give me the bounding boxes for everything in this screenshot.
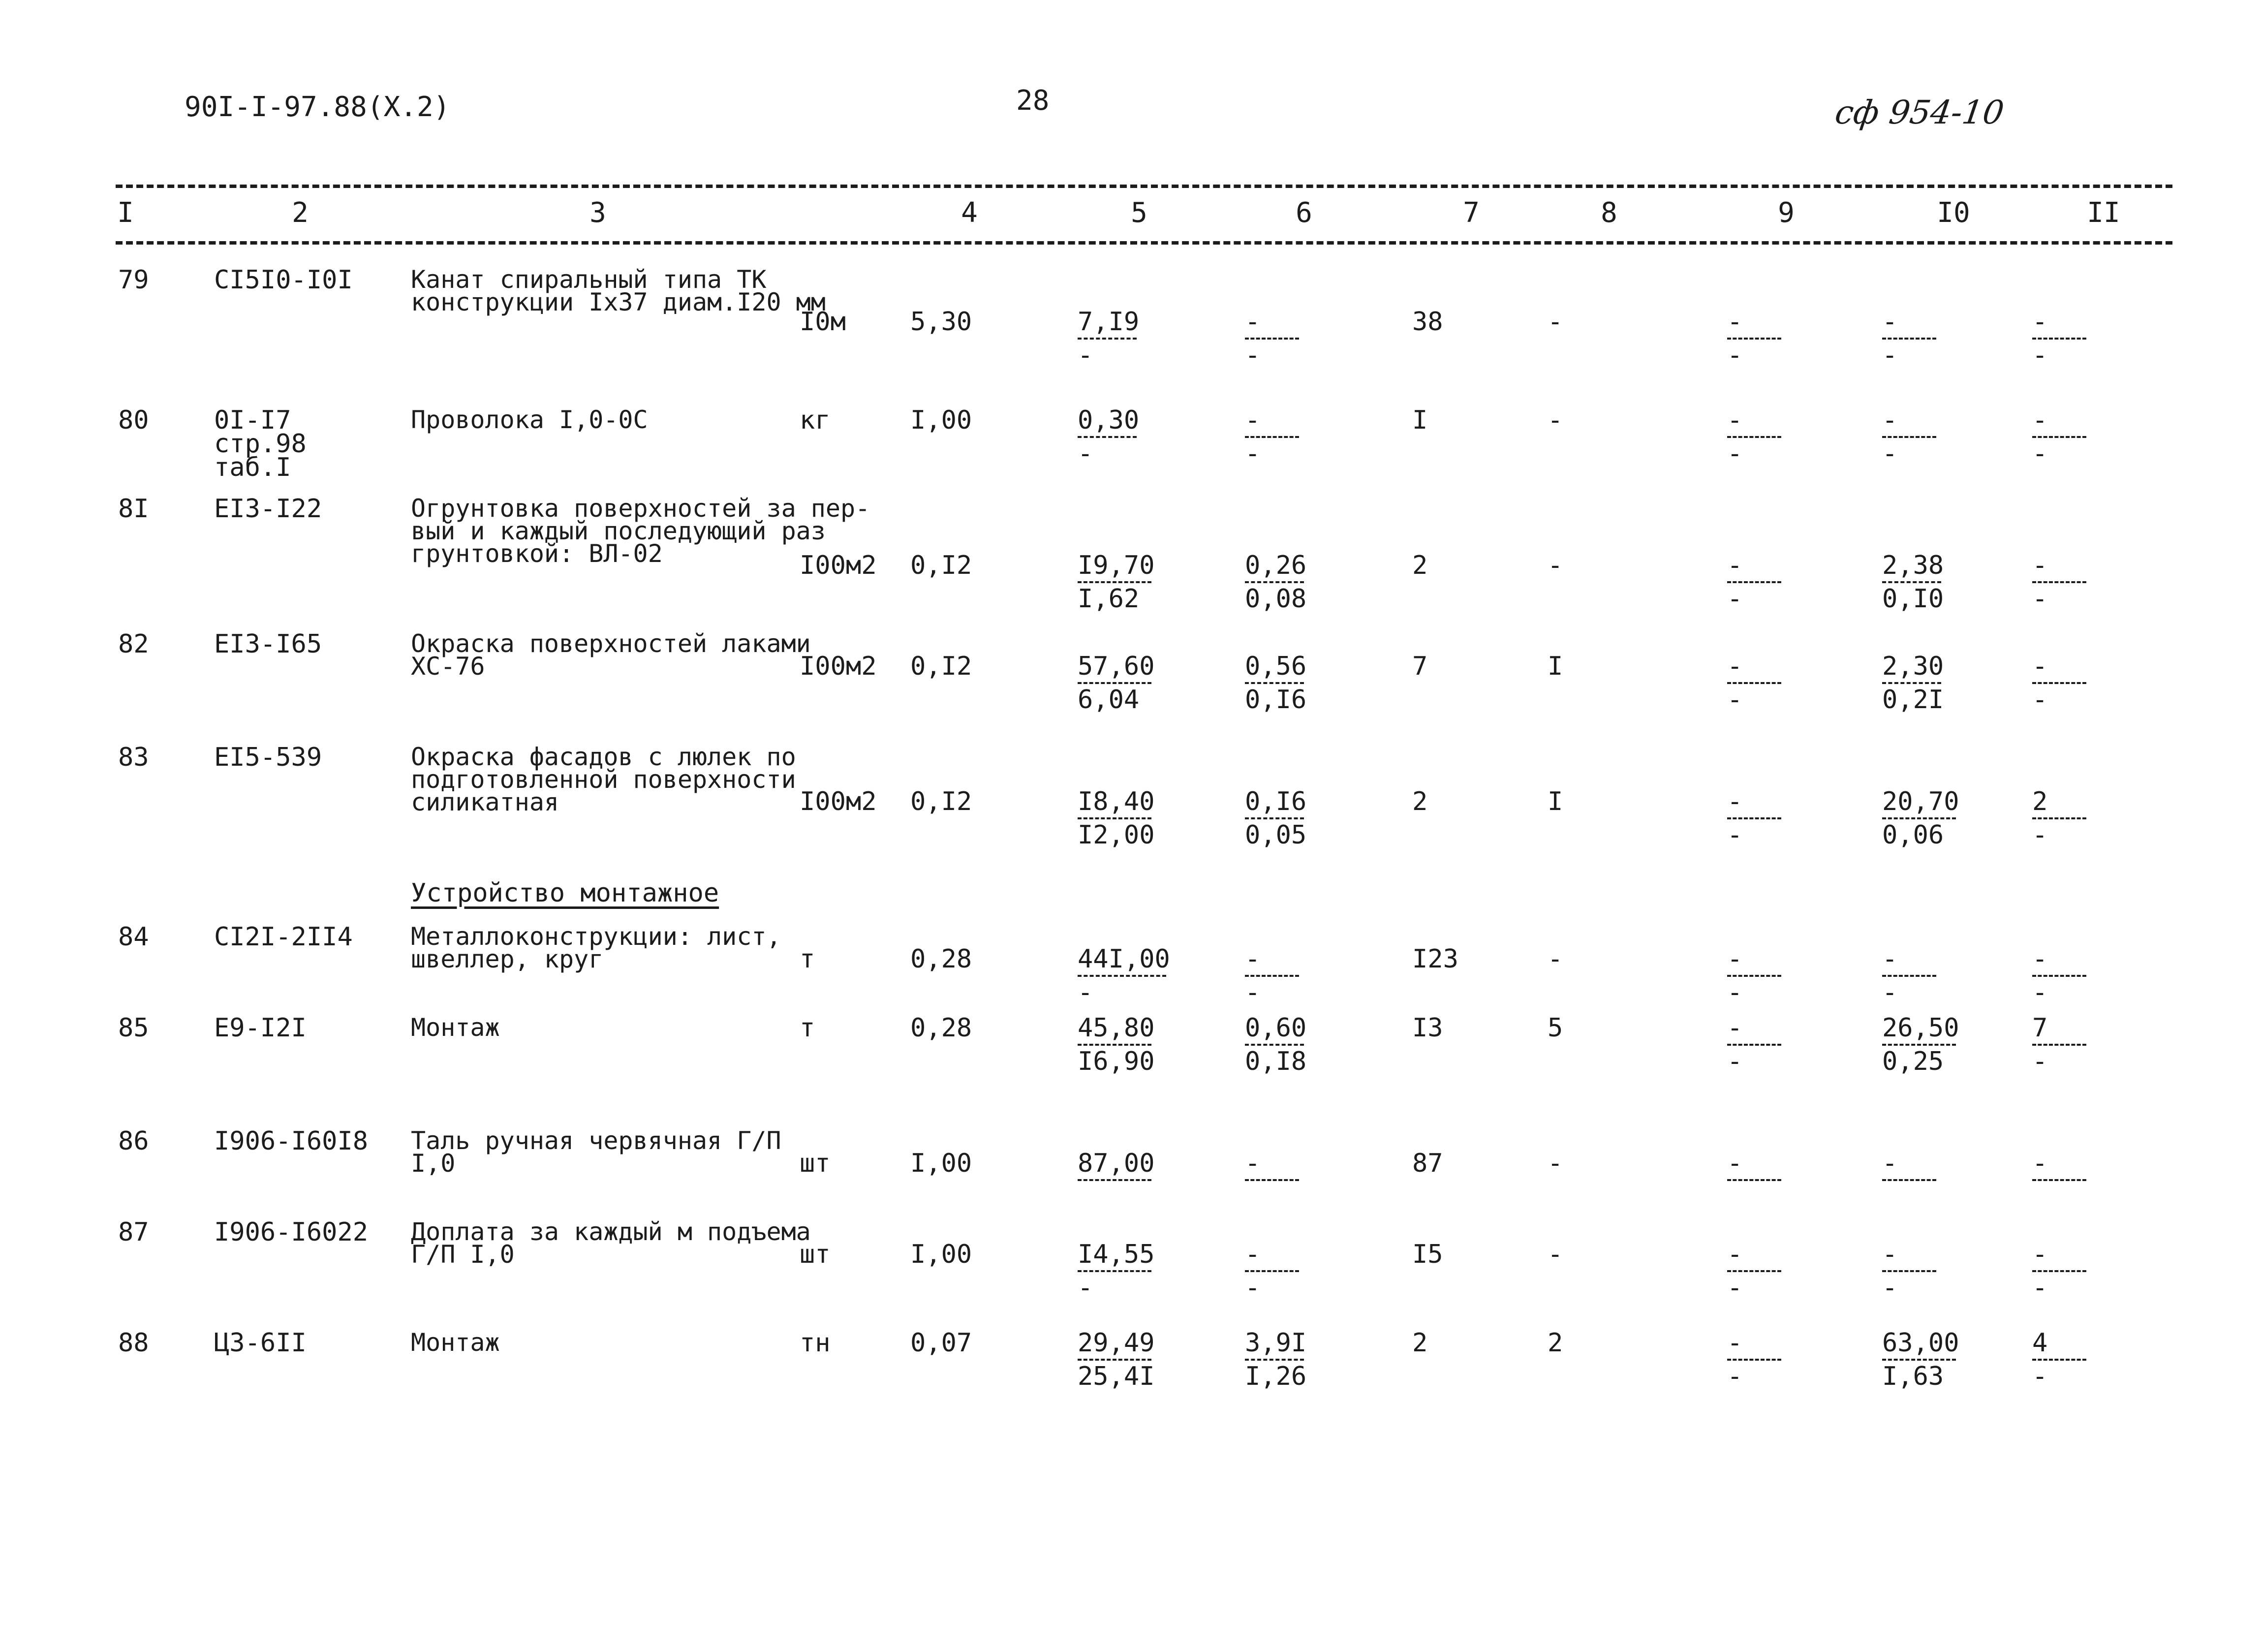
col7-value: I23 xyxy=(1412,944,1458,974)
row-unit: шт xyxy=(800,1240,831,1269)
row-code: CI2I-2II4 xyxy=(214,922,353,952)
col9-value xyxy=(1727,1328,1781,1391)
col11-value-fraction-bar xyxy=(2032,682,2086,684)
row-quantity: 0,07 xyxy=(910,1328,972,1358)
col11-value xyxy=(2032,307,2086,370)
row-description-line: подготовленной поверхности xyxy=(411,765,796,794)
col9-value-numerator: - xyxy=(1727,652,1743,681)
col5-direct-cost-fraction-bar xyxy=(1078,1359,1151,1361)
row-number: 86 xyxy=(118,1126,149,1156)
col11-value xyxy=(2032,787,2086,850)
col5-direct-cost-denominator: 6,04 xyxy=(1078,685,1140,715)
col11-value xyxy=(2032,1328,2086,1391)
row-unit: I00м2 xyxy=(800,652,877,681)
col9-value-denominator: - xyxy=(1727,439,1743,468)
col8-value: 2 xyxy=(1548,1328,1563,1358)
col11-value xyxy=(2032,1240,2086,1303)
column-number: 3 xyxy=(589,197,606,229)
col9-value-fraction-bar xyxy=(1727,1044,1781,1046)
col7-value: 2 xyxy=(1412,551,1428,580)
row-unit: тн xyxy=(800,1328,831,1358)
col9-value-numerator: - xyxy=(1727,1013,1743,1043)
header-top-rule xyxy=(116,185,2172,188)
col8-value: - xyxy=(1548,307,1563,337)
col10-value xyxy=(1882,1013,1959,1076)
col10-value-denominator: - xyxy=(1882,978,1898,1007)
row-number: 83 xyxy=(118,743,149,772)
row-quantity: I,00 xyxy=(910,1149,972,1178)
col11-value-fraction-bar xyxy=(2032,1179,2086,1181)
row-code: E9-I2I xyxy=(214,1013,307,1043)
col5-direct-cost-numerator: 0,30 xyxy=(1078,405,1140,435)
col5-direct-cost-numerator: 87,00 xyxy=(1078,1149,1155,1178)
col9-value xyxy=(1727,787,1781,850)
col9-value-denominator: - xyxy=(1727,1362,1743,1391)
col10-value xyxy=(1882,307,1936,370)
col9-value xyxy=(1727,1240,1781,1303)
col10-value-numerator: 2,38 xyxy=(1882,551,1944,580)
col11-value-fraction-bar xyxy=(2032,1359,2086,1361)
row-code: EI3-I65 xyxy=(214,629,322,659)
document-code: 90I-I-97.88(X.2) xyxy=(185,91,450,123)
col11-value-denominator: - xyxy=(2032,1273,2048,1303)
col11-value xyxy=(2032,1013,2086,1076)
col7-value: I5 xyxy=(1412,1240,1443,1269)
col10-value-fraction-bar xyxy=(1882,1179,1936,1181)
column-number: 6 xyxy=(1296,197,1312,229)
column-number: II xyxy=(2087,197,2120,229)
col11-value-numerator: - xyxy=(2032,405,2048,435)
row-quantity: 0,I2 xyxy=(910,787,972,816)
col10-value-fraction-bar xyxy=(1882,817,1956,819)
col10-value-numerator: - xyxy=(1882,944,1898,974)
column-number: 7 xyxy=(1463,197,1480,229)
col9-value xyxy=(1727,1013,1781,1076)
col11-value-fraction-bar xyxy=(2032,975,2086,977)
col5-direct-cost-denominator: I,62 xyxy=(1078,584,1140,614)
row-quantity: 0,I2 xyxy=(910,551,972,580)
col6-machine-cost-numerator: 0,I6 xyxy=(1245,787,1307,816)
col9-value xyxy=(1727,551,1781,614)
col5-direct-cost-fraction-bar xyxy=(1078,682,1151,684)
row-number: 8I xyxy=(118,494,149,524)
col11-value xyxy=(2032,551,2086,614)
col8-value: I xyxy=(1548,787,1563,816)
row-unit: I00м2 xyxy=(800,787,877,816)
row-description-line: Монтаж xyxy=(411,1013,500,1042)
col9-value-fraction-bar xyxy=(1727,682,1781,684)
col9-value-numerator: - xyxy=(1727,944,1743,974)
col8-value: - xyxy=(1548,551,1563,580)
col6-machine-cost xyxy=(1245,787,1307,850)
row-number: 79 xyxy=(118,265,149,295)
col6-machine-cost xyxy=(1245,1240,1299,1303)
col11-value-denominator: - xyxy=(2032,820,2048,850)
col10-value xyxy=(1882,944,1936,1007)
col10-value-denominator: - xyxy=(1882,1273,1898,1303)
col7-value: 38 xyxy=(1412,307,1443,337)
col9-value-fraction-bar xyxy=(1727,436,1781,438)
column-number: 5 xyxy=(1131,197,1147,229)
col9-value-fraction-bar xyxy=(1727,1270,1781,1272)
page-number: 28 xyxy=(1016,85,1050,117)
row-description-line: Проволока I,0-0С xyxy=(411,405,648,434)
col11-value xyxy=(2032,405,2086,468)
col10-value-denominator: 0,06 xyxy=(1882,820,1944,850)
col9-value xyxy=(1727,307,1781,370)
col9-value-denominator: - xyxy=(1727,584,1743,614)
column-number: I0 xyxy=(1937,197,1970,229)
col5-direct-cost-denominator: - xyxy=(1078,439,1093,468)
col10-value-denominator: I,63 xyxy=(1882,1362,1944,1391)
row-code: EI3-I22 xyxy=(214,494,322,524)
row-description-line: Металлоконструкции: лист, xyxy=(411,922,781,951)
col6-machine-cost-fraction-bar xyxy=(1245,1044,1304,1046)
col5-direct-cost-fraction-bar xyxy=(1078,1270,1151,1272)
col6-machine-cost xyxy=(1245,405,1299,468)
row-code: I906-I6022 xyxy=(214,1217,369,1247)
col11-value-numerator: - xyxy=(2032,652,2048,681)
col11-value-denominator: - xyxy=(2032,584,2048,614)
col6-machine-cost-numerator: 3,9I xyxy=(1245,1328,1307,1358)
row-number: 82 xyxy=(118,629,149,659)
col10-value-fraction-bar xyxy=(1882,1044,1956,1046)
col9-value-fraction-bar xyxy=(1727,338,1781,340)
col11-value-denominator: - xyxy=(2032,1362,2048,1391)
row-description-line: швеллер, круг xyxy=(411,945,604,973)
col10-value-fraction-bar xyxy=(1882,1359,1956,1361)
col8-value: - xyxy=(1548,1149,1563,1178)
col11-value xyxy=(2032,652,2086,715)
col10-value xyxy=(1882,1149,1936,1209)
col10-value-fraction-bar xyxy=(1882,682,1941,684)
col5-direct-cost xyxy=(1078,551,1155,614)
col9-value-numerator: - xyxy=(1727,1240,1743,1269)
col11-value xyxy=(2032,1149,2086,1209)
col5-direct-cost-numerator: 44I,00 xyxy=(1078,944,1170,974)
row-description-line: ХС-76 xyxy=(411,652,485,681)
col6-machine-cost-denominator xyxy=(1245,1185,1299,1209)
col11-value-denominator: - xyxy=(2032,978,2048,1007)
col9-value-denominator xyxy=(1727,1185,1781,1209)
col9-value xyxy=(1727,405,1781,468)
col10-value-denominator: 0,2I xyxy=(1882,685,1944,715)
col5-direct-cost xyxy=(1078,944,1170,1007)
col5-direct-cost xyxy=(1078,1328,1155,1391)
col11-value xyxy=(2032,944,2086,1007)
col5-direct-cost xyxy=(1078,405,1140,468)
col5-direct-cost-fraction-bar xyxy=(1078,436,1137,438)
row-unit: I00м2 xyxy=(800,551,877,580)
row-code: I906-I60I8 xyxy=(214,1126,369,1156)
col10-value-numerator: - xyxy=(1882,307,1898,337)
col9-value-numerator: - xyxy=(1727,1149,1743,1178)
col5-direct-cost-denominator: - xyxy=(1078,341,1093,370)
header-bottom-rule xyxy=(116,241,2172,245)
row-code: 0I-I7 стр.98 таб.I xyxy=(214,405,307,482)
col6-machine-cost-fraction-bar xyxy=(1245,1359,1304,1361)
row-description-line: Окраска фасадов с люлек по xyxy=(411,743,796,771)
col10-value-numerator: 2,30 xyxy=(1882,652,1944,681)
row-unit: т xyxy=(800,1013,815,1043)
col5-direct-cost-numerator: 7,I9 xyxy=(1078,307,1140,337)
col9-value-numerator: - xyxy=(1727,405,1743,435)
col6-machine-cost xyxy=(1245,944,1299,1007)
col10-value xyxy=(1882,1240,1936,1303)
col10-value-fraction-bar xyxy=(1882,1270,1936,1272)
col10-value-denominator: 0,I0 xyxy=(1882,584,1944,614)
col10-value xyxy=(1882,652,1944,715)
col8-value: I xyxy=(1548,652,1563,681)
col6-machine-cost-numerator: 0,56 xyxy=(1245,652,1307,681)
col5-direct-cost-numerator: 29,49 xyxy=(1078,1328,1155,1358)
col6-machine-cost-denominator: 0,I8 xyxy=(1245,1047,1307,1076)
col5-direct-cost xyxy=(1078,1013,1155,1076)
col10-value-numerator: - xyxy=(1882,1240,1898,1269)
col9-value-denominator: - xyxy=(1727,820,1743,850)
col8-value: 5 xyxy=(1548,1013,1563,1043)
col9-value-fraction-bar xyxy=(1727,817,1781,819)
col9-value xyxy=(1727,944,1781,1007)
col6-machine-cost-numerator: - xyxy=(1245,405,1261,435)
col10-value-numerator: - xyxy=(1882,1149,1898,1178)
col5-direct-cost-numerator: I4,55 xyxy=(1078,1240,1155,1269)
row-description-line: Монтаж xyxy=(411,1328,500,1357)
col5-direct-cost-denominator xyxy=(1078,1185,1155,1209)
row-number: 80 xyxy=(118,405,149,435)
column-number: I xyxy=(117,197,134,229)
col10-value xyxy=(1882,787,1959,850)
row-description-line: Огрунтовка поверхностей за пер- xyxy=(411,494,870,523)
col11-value-denominator xyxy=(2032,1185,2086,1209)
col8-value: - xyxy=(1548,405,1563,435)
row-description-line: Г/П I,0 xyxy=(411,1240,515,1269)
row-unit: кг xyxy=(800,405,831,435)
row-description-line: вый и каждый последующий раз xyxy=(411,517,826,545)
col6-machine-cost-fraction-bar xyxy=(1245,975,1299,977)
col5-direct-cost-fraction-bar xyxy=(1078,975,1166,977)
col5-direct-cost-fraction-bar xyxy=(1078,1179,1151,1181)
col6-machine-cost-fraction-bar xyxy=(1245,1179,1299,1181)
col10-value xyxy=(1882,551,1944,614)
col10-value-fraction-bar xyxy=(1882,975,1936,977)
col10-value-numerator: 20,70 xyxy=(1882,787,1959,816)
row-quantity: I,00 xyxy=(910,1240,972,1269)
col6-machine-cost-fraction-bar xyxy=(1245,436,1299,438)
col6-machine-cost-numerator: - xyxy=(1245,307,1261,337)
row-code: ЦЗ-6II xyxy=(214,1328,307,1358)
col9-value-fraction-bar xyxy=(1727,1179,1781,1181)
col9-value-denominator: - xyxy=(1727,978,1743,1007)
col6-machine-cost-denominator: 0,I6 xyxy=(1245,685,1307,715)
col9-value-denominator: - xyxy=(1727,685,1743,715)
col5-direct-cost-numerator: I8,40 xyxy=(1078,787,1155,816)
col6-machine-cost-numerator: - xyxy=(1245,944,1261,974)
col9-value-fraction-bar xyxy=(1727,975,1781,977)
col7-value: I3 xyxy=(1412,1013,1443,1043)
col11-value-fraction-bar xyxy=(2032,338,2086,340)
row-description-line: Канат спиральный типа ТК xyxy=(411,265,767,294)
col9-value xyxy=(1727,652,1781,715)
col8-value: - xyxy=(1548,1240,1563,1269)
col6-machine-cost-denominator: - xyxy=(1245,1273,1261,1303)
col11-value-numerator: 4 xyxy=(2032,1328,2048,1358)
col6-machine-cost-fraction-bar xyxy=(1245,682,1304,684)
col11-value-numerator: - xyxy=(2032,1240,2048,1269)
col5-direct-cost-fraction-bar xyxy=(1078,338,1137,340)
col11-value-fraction-bar xyxy=(2032,581,2086,583)
col9-value-denominator: - xyxy=(1727,1047,1743,1076)
row-code: EI5-539 xyxy=(214,743,322,772)
col11-value-numerator: - xyxy=(2032,551,2048,580)
col11-value-numerator: - xyxy=(2032,307,2048,337)
col5-direct-cost-denominator: I6,90 xyxy=(1078,1047,1155,1076)
col10-value-denominator: 0,25 xyxy=(1882,1047,1944,1076)
col11-value-denominator: - xyxy=(2032,685,2048,715)
col11-value-fraction-bar xyxy=(2032,436,2086,438)
row-unit: шт xyxy=(800,1149,831,1178)
col10-value-numerator: - xyxy=(1882,405,1898,435)
col10-value-fraction-bar xyxy=(1882,581,1941,583)
col5-direct-cost-numerator: I9,70 xyxy=(1078,551,1155,580)
col8-value: - xyxy=(1548,944,1563,974)
col6-machine-cost-denominator: - xyxy=(1245,978,1261,1007)
col6-machine-cost-numerator: 0,60 xyxy=(1245,1013,1307,1043)
col11-value-denominator: - xyxy=(2032,341,2048,370)
col6-machine-cost-fraction-bar xyxy=(1245,1270,1299,1272)
col6-machine-cost-fraction-bar xyxy=(1245,338,1299,340)
column-number: 8 xyxy=(1601,197,1617,229)
col6-machine-cost xyxy=(1245,307,1299,370)
col10-value-denominator: - xyxy=(1882,439,1898,468)
col10-value xyxy=(1882,405,1936,468)
column-number: 9 xyxy=(1778,197,1795,229)
col7-value: 2 xyxy=(1412,787,1428,816)
row-quantity: I,00 xyxy=(910,405,972,435)
col10-value-numerator: 63,00 xyxy=(1882,1328,1959,1358)
col10-value xyxy=(1882,1328,1959,1391)
col6-machine-cost xyxy=(1245,1013,1307,1076)
section-title: Устройство монтажное xyxy=(411,878,719,908)
col6-machine-cost-fraction-bar xyxy=(1245,817,1304,819)
col5-direct-cost-denominator: 25,4I xyxy=(1078,1362,1155,1391)
col5-direct-cost-denominator: - xyxy=(1078,1273,1093,1303)
col7-value: I xyxy=(1412,405,1428,435)
row-description-line: силикатная xyxy=(411,788,559,816)
row-number: 88 xyxy=(118,1328,149,1358)
col5-direct-cost xyxy=(1078,307,1140,370)
column-number: 2 xyxy=(292,197,309,229)
row-quantity: 0,28 xyxy=(910,944,972,974)
col9-value-fraction-bar xyxy=(1727,581,1781,583)
row-code: CI5I0-I0I xyxy=(214,265,353,295)
col10-value-denominator xyxy=(1882,1185,1936,1209)
row-quantity: 0,I2 xyxy=(910,652,972,681)
row-quantity: 0,28 xyxy=(910,1013,972,1043)
col9-value-numerator: - xyxy=(1727,787,1743,816)
col6-machine-cost xyxy=(1245,551,1307,614)
col6-machine-cost-numerator: - xyxy=(1245,1149,1261,1178)
col10-value-numerator: 26,50 xyxy=(1882,1013,1959,1043)
col5-direct-cost xyxy=(1078,787,1155,850)
col10-value-fraction-bar xyxy=(1882,436,1936,438)
col6-machine-cost-denominator: 0,05 xyxy=(1245,820,1307,850)
col6-machine-cost xyxy=(1245,1328,1307,1391)
col11-value-denominator: - xyxy=(2032,1047,2048,1076)
row-unit: I0м xyxy=(800,307,846,337)
archive-mark: сф 954-10 xyxy=(1832,94,2007,131)
col5-direct-cost-denominator: I2,00 xyxy=(1078,820,1155,850)
col9-value-numerator: - xyxy=(1727,307,1743,337)
col11-value-numerator: 7 xyxy=(2032,1013,2048,1043)
col9-value-denominator: - xyxy=(1727,1273,1743,1303)
col7-value: 7 xyxy=(1412,652,1428,681)
row-description-line: конструкции Iх37 диам.I20 мм xyxy=(411,288,826,316)
col6-machine-cost-fraction-bar xyxy=(1245,581,1304,583)
row-number: 85 xyxy=(118,1013,149,1043)
col5-direct-cost-fraction-bar xyxy=(1078,817,1151,819)
col5-direct-cost-numerator: 57,60 xyxy=(1078,652,1155,681)
row-description-line: I,0 xyxy=(411,1149,456,1178)
col5-direct-cost-numerator: 45,80 xyxy=(1078,1013,1155,1043)
col11-value-numerator: - xyxy=(2032,1149,2048,1178)
row-number: 84 xyxy=(118,922,149,952)
col11-value-numerator: 2 xyxy=(2032,787,2048,816)
col11-value-numerator: - xyxy=(2032,944,2048,974)
row-unit: т xyxy=(800,944,815,974)
col10-value-fraction-bar xyxy=(1882,338,1936,340)
col10-value-denominator: - xyxy=(1882,341,1898,370)
col6-machine-cost-numerator: 0,26 xyxy=(1245,551,1307,580)
col5-direct-cost xyxy=(1078,1149,1155,1209)
col5-direct-cost-denominator: - xyxy=(1078,978,1093,1007)
col9-value xyxy=(1727,1149,1781,1209)
col11-value-fraction-bar xyxy=(2032,817,2086,819)
row-description-line: грунтовкой: ВЛ-02 xyxy=(411,539,663,568)
col11-value-denominator: - xyxy=(2032,439,2048,468)
col6-machine-cost xyxy=(1245,652,1307,715)
col5-direct-cost-fraction-bar xyxy=(1078,581,1151,583)
row-number: 87 xyxy=(118,1217,149,1247)
col6-machine-cost-denominator: - xyxy=(1245,341,1261,370)
row-description-line: Таль ручная червячная Г/П xyxy=(411,1126,781,1155)
col6-machine-cost xyxy=(1245,1149,1299,1209)
col11-value-fraction-bar xyxy=(2032,1044,2086,1046)
col6-machine-cost-denominator: 0,08 xyxy=(1245,584,1307,614)
col9-value-fraction-bar xyxy=(1727,1359,1781,1361)
col5-direct-cost xyxy=(1078,1240,1155,1303)
row-quantity: 5,30 xyxy=(910,307,972,337)
col5-direct-cost xyxy=(1078,652,1155,715)
col9-value-denominator: - xyxy=(1727,341,1743,370)
col6-machine-cost-denominator: - xyxy=(1245,439,1261,468)
col7-value: 2 xyxy=(1412,1328,1428,1358)
column-number: 4 xyxy=(961,197,978,229)
col11-value-fraction-bar xyxy=(2032,1270,2086,1272)
row-description-line: Доплата за каждый м подъема xyxy=(411,1217,811,1246)
col9-value-numerator: - xyxy=(1727,1328,1743,1358)
col6-machine-cost-denominator: I,26 xyxy=(1245,1362,1307,1391)
col9-value-numerator: - xyxy=(1727,551,1743,580)
row-description-line: Окраска поверхностей лаками xyxy=(411,629,811,658)
col6-machine-cost-numerator: - xyxy=(1245,1240,1261,1269)
col5-direct-cost-fraction-bar xyxy=(1078,1044,1151,1046)
col7-value: 87 xyxy=(1412,1149,1443,1178)
